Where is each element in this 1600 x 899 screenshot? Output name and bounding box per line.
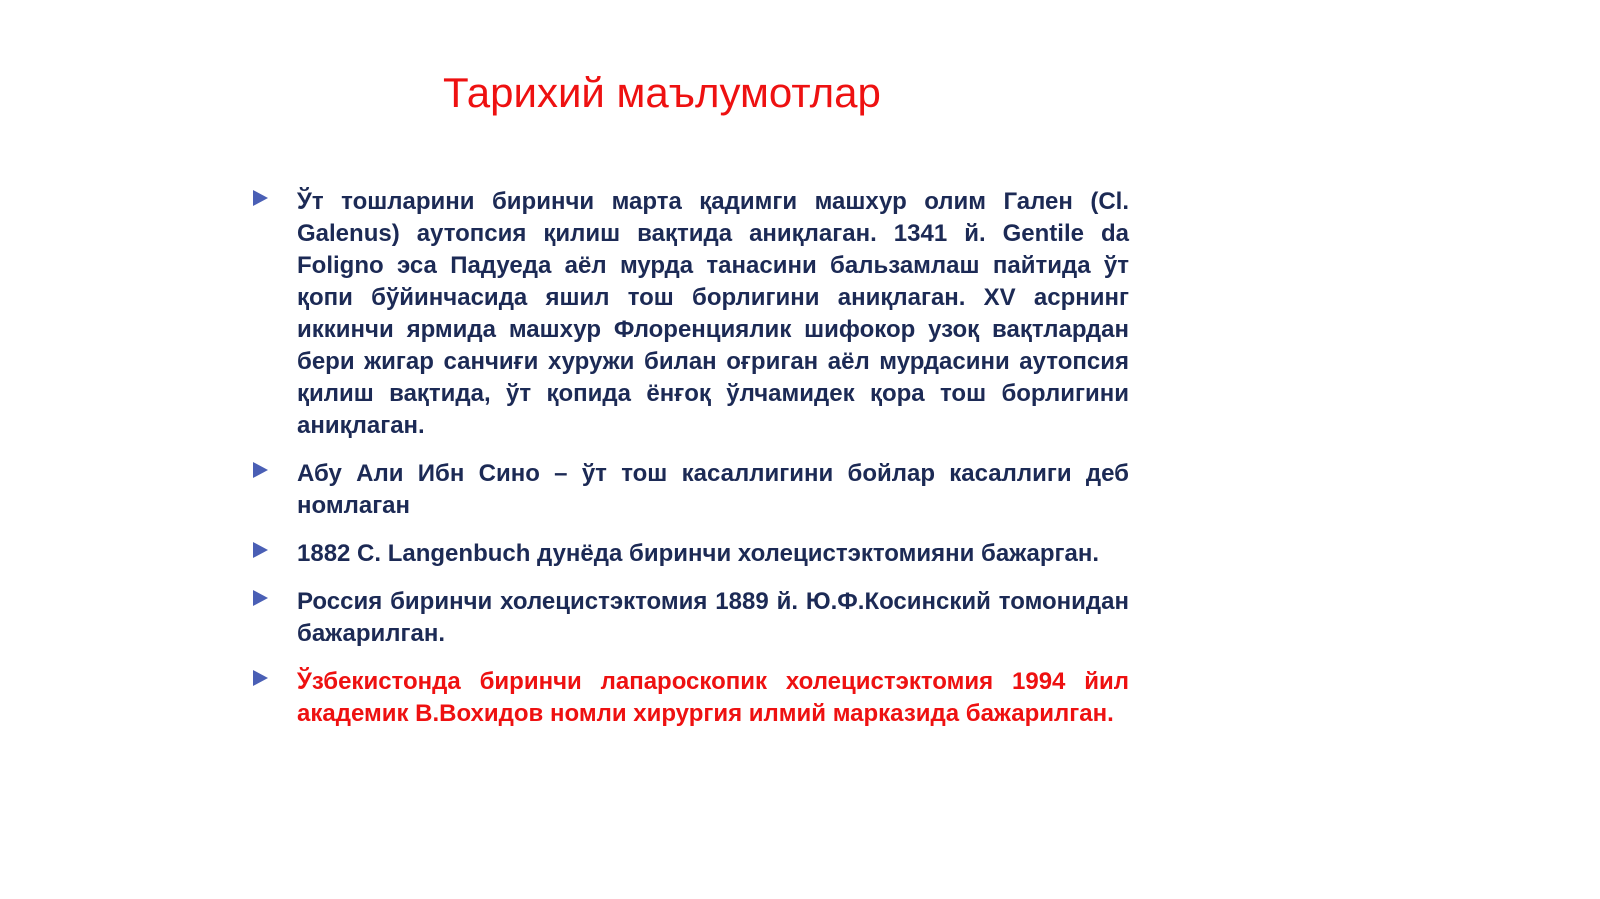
triangle-right-icon [253,670,268,686]
bullet-list [253,186,1129,746]
bullet-text: Ўт тошларини биринчи марта қадимги машхур олим Гален (Cl. Galenus) аутопсия қилиш вақтида аниқлаган. 1341 й. Gentile da Foligno эса Падуеда аёл мурда танасини бальзамлаш пайтида ўт қопи бўйинчасида яшил тош борлигини аниқлаган. XV асрнинг иккинчи ярмида машхур Флоренциялик шифокор узоқ вақтлардан бери жигар санчиғи хуружи билан оғриган аёл мурдасини аутопсия қилиш вақтида, ўт қопида ёнғоқ ўлчамидек қора тош борлигини аниқлаган. [297,188,1129,439]
bullet-text: Абу Али Ибн Сино – ўт тош касаллигини бойлар касаллиги деб номлаган [297,460,1129,519]
triangle-right-icon [253,590,268,606]
bullet-text: 1882 C. Langenbuch дунёда биринчи холецистэктомияни бажарган. [297,540,1100,567]
bullet-item-galen [253,186,1129,442]
triangle-right-icon [253,462,268,478]
slide-title: Тарихий маълумотлар [443,69,881,116]
bullet-item-russia [253,586,1129,650]
triangle-right-icon [253,542,268,558]
bullet-item-ibn-sino [253,458,1129,522]
bullet-item-langenbuch [253,538,1129,570]
bullet-item-uzbekistan [253,666,1129,730]
triangle-right-icon [253,190,268,206]
bullet-text: Ўзбекистонда биринчи лапароскопик холецистэктомия 1994 йил академик В.Вохидов номли хирургия илмий марказида бажарилган. [297,668,1129,727]
bullet-text: Россия биринчи холецистэктомия 1889 й. Ю.Ф.Косинский томонидан бажарилган. [297,588,1129,647]
